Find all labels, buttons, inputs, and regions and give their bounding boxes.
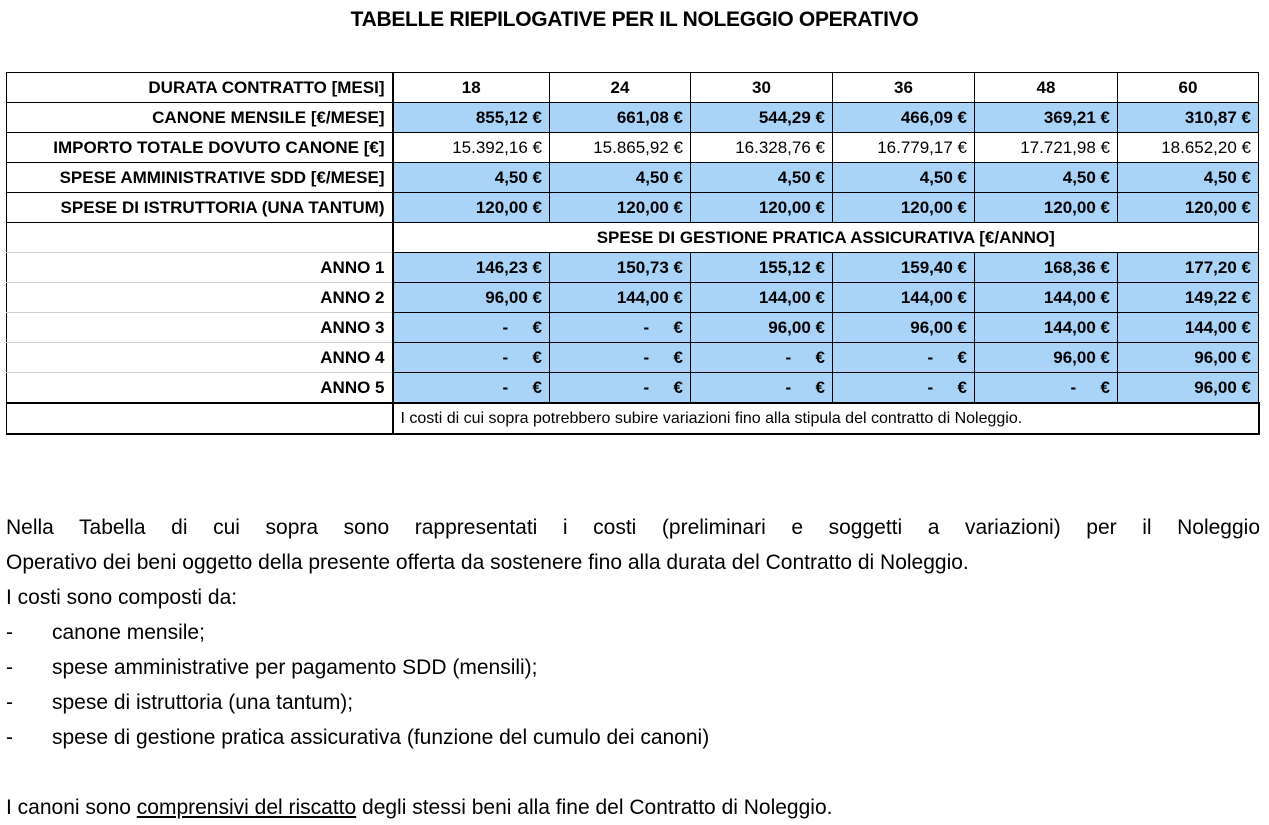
value-cell: 120,00 € (691, 193, 833, 223)
value-cell: 17.721,98 € (975, 133, 1118, 163)
value-cell: 4,50 € (975, 163, 1118, 193)
row-label: ANNO 1 (7, 253, 393, 283)
value-cell: 16.328,76 € (691, 133, 833, 163)
value-cell: 120,00 € (393, 193, 550, 223)
table-row (7, 193, 1259, 223)
currency-mark: € (673, 317, 683, 337)
value-cell: 144,00 € (691, 283, 833, 313)
empty-value-cell (691, 373, 833, 404)
currency-mark: € (1100, 377, 1110, 397)
page-title: TABELLE RIEPILOGATIVE PER IL NOLEGGIO OPERATIVO (350, 8, 919, 31)
currency-mark: € (957, 347, 967, 367)
empty-value-cell (393, 313, 550, 343)
value-cell: 16.779,17 € (833, 133, 975, 163)
currency-mark: € (957, 377, 967, 397)
dash-mark: - (927, 377, 934, 397)
value-cell: 96,00 € (975, 343, 1118, 373)
value-cell: 155,12 € (691, 253, 833, 283)
value-cell: 310,87 € (1118, 103, 1259, 133)
value-cell: 149,22 € (1118, 283, 1259, 313)
disclaimer-note: I costi di cui sopra potrebbero subire variazioni fino alla stipula del contratto di Noleggio. (393, 403, 1259, 434)
value-cell: 120,00 € (550, 193, 691, 223)
dash-mark: - (502, 377, 509, 397)
final-text-underlined: comprensivi del riscatto (136, 796, 357, 819)
duration-header: 60 (1118, 73, 1259, 103)
bullet-text: spese di gestione pratica assicurativa (funzione del cumulo dei canoni) (52, 726, 710, 749)
value-cell: 855,12 € (393, 103, 550, 133)
summary-table (6, 72, 1260, 435)
row-label: ANNO 5 (7, 373, 393, 404)
section-label-empty (7, 223, 393, 253)
value-cell: 120,00 € (975, 193, 1118, 223)
dash-mark: - (1070, 377, 1077, 397)
empty-value-cell (691, 343, 833, 373)
paragraph-line-1: Nella Tabella di cui sopra sono rappresentati i costi (preliminari e soggetti a variazioni) per il Noleggio (6, 516, 1260, 539)
bullet-dash: - (6, 691, 13, 714)
final-text-post: degli stessi beni alla fine del Contratto di Noleggio. (356, 796, 833, 819)
value-cell: 96,00 € (393, 283, 550, 313)
value-cell: 120,00 € (1118, 193, 1259, 223)
row-label: ANNO 2 (7, 283, 393, 313)
value-cell: 144,00 € (975, 283, 1118, 313)
value-cell: 4,50 € (550, 163, 691, 193)
duration-header: 24 (550, 73, 691, 103)
row-label: ANNO 4 (7, 343, 393, 373)
final-text-pre: I canoni sono (6, 796, 137, 819)
bullet-text: spese amministrative per pagamento SDD (mensili); (52, 656, 538, 679)
currency-mark: € (532, 317, 542, 337)
currency-mark: € (673, 347, 683, 367)
row-label: CANONE MENSILE [€/MESE] (7, 103, 393, 133)
empty-value-cell (393, 373, 550, 404)
empty-value-cell (550, 313, 691, 343)
value-cell: 4,50 € (393, 163, 550, 193)
value-cell: 144,00 € (1118, 313, 1259, 343)
value-cell: 544,29 € (691, 103, 833, 133)
duration-header: 48 (975, 73, 1118, 103)
row-label: DURATA CONTRATTO [MESI] (7, 73, 393, 103)
dash-mark: - (785, 347, 792, 367)
row-label: ANNO 3 (7, 313, 393, 343)
dash-mark: - (643, 347, 650, 367)
value-cell: 4,50 € (833, 163, 975, 193)
paragraph-line-2: Operativo dei beni oggetto della presente offerta da sostenere fino alla durata del Contratto di Noleggio. (6, 551, 969, 574)
list-item (6, 720, 1260, 755)
value-cell: 168,36 € (975, 253, 1118, 283)
value-cell: 146,23 € (393, 253, 550, 283)
section-row (7, 223, 1259, 253)
list-item (6, 650, 1260, 685)
value-cell: 96,00 € (1118, 343, 1259, 373)
value-cell: 369,21 € (975, 103, 1118, 133)
value-cell: 661,08 € (550, 103, 691, 133)
value-cell: 4,50 € (1118, 163, 1259, 193)
bullet-dash: - (6, 726, 13, 749)
currency-mark: € (673, 377, 683, 397)
value-cell: 150,73 € (550, 253, 691, 283)
duration-header: 30 (691, 73, 833, 103)
bullet-text: canone mensile; (52, 621, 205, 644)
value-cell: 15.865,92 € (550, 133, 691, 163)
final-sentence (6, 790, 1260, 825)
value-cell: 144,00 € (833, 283, 975, 313)
currency-mark: € (815, 377, 825, 397)
duration-header: 18 (393, 73, 550, 103)
empty-value-cell (550, 373, 691, 404)
dash-mark: - (927, 347, 934, 367)
bullet-dash: - (6, 656, 13, 679)
value-cell: 96,00 € (1118, 373, 1259, 404)
costs-intro: I costi sono composti da: (6, 586, 238, 609)
value-cell: 144,00 € (550, 283, 691, 313)
value-cell: 159,40 € (833, 253, 975, 283)
table-header-row (7, 73, 1259, 103)
table-row (7, 103, 1259, 133)
value-cell: 96,00 € (833, 313, 975, 343)
dash-mark: - (643, 377, 650, 397)
insurance-row (7, 373, 1259, 404)
note-label-empty (7, 403, 393, 434)
value-cell: 4,50 € (691, 163, 833, 193)
empty-value-cell (833, 373, 975, 404)
table-row (7, 163, 1259, 193)
list-item (6, 685, 1260, 720)
insurance-row (7, 253, 1259, 283)
value-cell: 96,00 € (691, 313, 833, 343)
value-cell: 120,00 € (833, 193, 975, 223)
currency-mark: € (532, 347, 542, 367)
row-label: SPESE AMMINISTRATIVE SDD [€/MESE] (7, 163, 393, 193)
empty-value-cell (550, 343, 691, 373)
currency-mark: € (532, 377, 542, 397)
insurance-row (7, 313, 1259, 343)
dash-mark: - (643, 317, 650, 337)
row-label: IMPORTO TOTALE DOVUTO CANONE [€] (7, 133, 393, 163)
table-row (7, 133, 1259, 163)
insurance-row (7, 283, 1259, 313)
section-title: SPESE DI GESTIONE PRATICA ASSICURATIVA [€/ANNO] (393, 223, 1259, 253)
bullet-dash: - (6, 621, 13, 644)
dash-mark: - (502, 317, 509, 337)
value-cell: 144,00 € (975, 313, 1118, 343)
row-label: SPESE DI ISTRUTTORIA (UNA TANTUM) (7, 193, 393, 223)
empty-value-cell (975, 373, 1118, 404)
value-cell: 18.652,20 € (1118, 133, 1259, 163)
note-row (7, 403, 1259, 434)
costs-list (6, 615, 1260, 755)
value-cell: 466,09 € (833, 103, 975, 133)
value-cell: 15.392,16 € (393, 133, 550, 163)
bullet-text: spese di istruttoria (una tantum); (52, 691, 354, 714)
insurance-row (7, 343, 1259, 373)
value-cell: 177,20 € (1118, 253, 1259, 283)
empty-value-cell (393, 343, 550, 373)
list-item (6, 615, 1260, 650)
duration-header: 36 (833, 73, 975, 103)
description (6, 510, 1260, 825)
empty-value-cell (833, 343, 975, 373)
dash-mark: - (502, 347, 509, 367)
dash-mark: - (785, 377, 792, 397)
currency-mark: € (815, 347, 825, 367)
